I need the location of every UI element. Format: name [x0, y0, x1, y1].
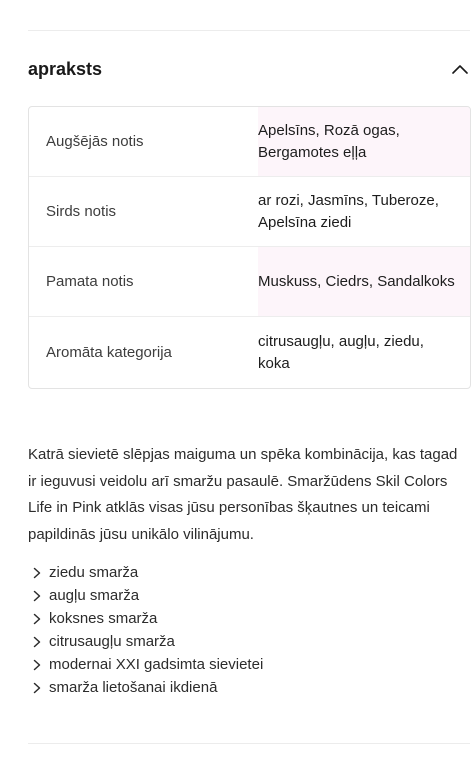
list-item — [30, 653, 263, 676]
list-item — [30, 630, 263, 653]
list-item — [30, 607, 263, 630]
note-value: Muskuss, Ciedrs, Sandalkoks — [258, 247, 470, 316]
section-title: apraksts — [28, 58, 103, 79]
table-row — [29, 317, 470, 388]
list-item — [30, 561, 263, 584]
product-description-text: Katrā sievietē slēpjas maiguma un spēka kombinācija, kas tagad ir ieguvusi veidolu arī smaržu pasaulē. Smaržūdens Skil Colors Life in Pink atklās visas jūsu personības šķautnes un teicami papildinās jūsu unikālo vilinājumu. — [28, 446, 458, 543]
description-accordion-header[interactable] — [28, 50, 470, 88]
feature-text: citrusaugļu smarža — [49, 633, 175, 650]
top-divider — [28, 30, 470, 31]
note-label: Pamata notis — [46, 273, 134, 290]
table-row — [29, 247, 470, 317]
table-row — [29, 177, 470, 247]
feature-list — [30, 561, 263, 699]
feature-text: augļu smarža — [49, 587, 140, 604]
chevron-right-icon — [30, 612, 44, 626]
note-value: citrusaugļu, augļu, ziedu, koka — [258, 332, 424, 372]
chevron-right-icon — [30, 635, 44, 649]
list-item — [30, 676, 263, 699]
note-label: Sirds notis — [46, 203, 117, 220]
table-row — [29, 107, 470, 177]
list-item — [30, 584, 263, 607]
fragrance-notes-table — [28, 106, 471, 389]
chevron-right-icon — [30, 658, 44, 672]
feature-text: modernai XXI gadsimta sievietei — [49, 656, 264, 673]
chevron-right-icon — [30, 589, 44, 603]
feature-text: koksnes smarža — [49, 610, 158, 627]
chevron-up-icon[interactable] — [452, 61, 468, 77]
feature-text: smarža lietošanai ikdienā — [49, 679, 218, 696]
note-value: Apelsīns, Rozā ogas, Bergamotes eļļa — [258, 107, 470, 176]
chevron-right-icon — [30, 681, 44, 695]
note-label: Aromāta kategorija — [46, 344, 172, 361]
feature-text: ziedu smarža — [49, 564, 139, 581]
chevron-right-icon — [30, 566, 44, 580]
note-value: ar rozi, Jasmīns, Tuberoze, Apelsīna ziedi — [258, 191, 439, 231]
note-label: Augšējās notis — [46, 133, 144, 150]
bottom-divider — [28, 743, 470, 744]
